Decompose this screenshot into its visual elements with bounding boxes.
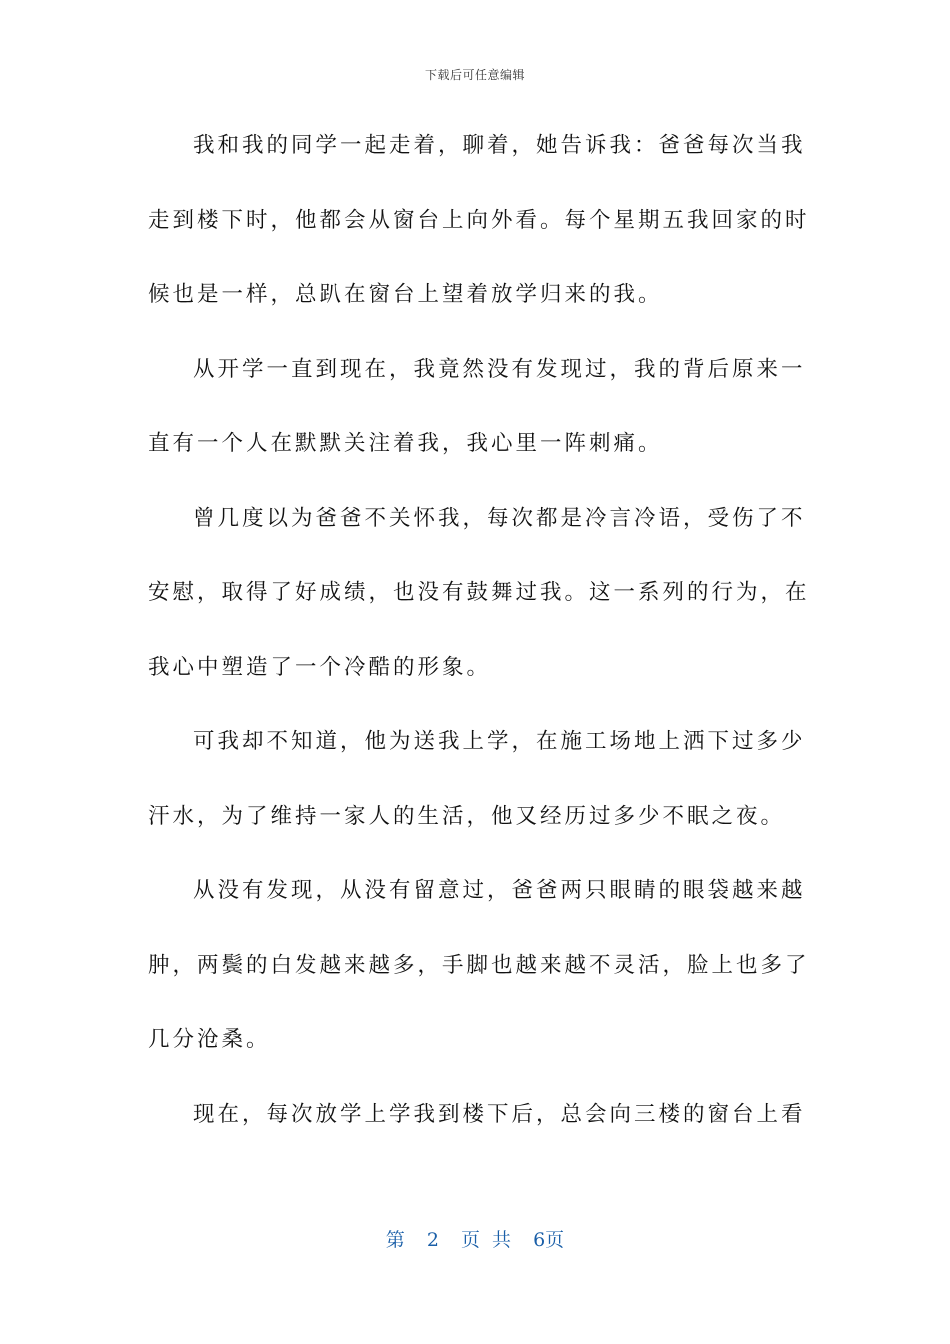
text-line-5: 直有一个人在默默关注着我，我心里一阵刺痛。: [148, 431, 663, 456]
footer-page-number: 2: [426, 1229, 439, 1251]
page-header: 下载后可任意编辑: [424, 68, 525, 82]
text-line-3: 候也是一样，总趴在窗台上望着放学归来的我。: [148, 282, 663, 307]
footer-total: 6页: [533, 1229, 565, 1251]
footer-prefix: 第: [385, 1229, 405, 1251]
text-line-14: 现在，每次放学上学我到楼下后，总会向三楼的窗台上看: [193, 1101, 806, 1127]
text-line-4: 从开学一直到现在，我竟然没有发现过，我的背后原来一: [193, 356, 806, 382]
page-footer: [0, 1225, 950, 1252]
text-line-7: 安慰，取得了好成绩，也没有鼓舞过我。这一系列的行为，在: [148, 580, 810, 605]
text-line-10: 汗水，为了维持一家人的生活，他又经历过多少不眠之夜。: [148, 803, 786, 829]
text-line-2: 走到楼下时，他都会从窗台上向外看。每个星期五我回家的时: [148, 207, 810, 233]
document-body: [148, 118, 810, 1161]
text-line-9: 可我却不知道，他为送我上学，在施工场地上洒下过多少: [193, 729, 806, 754]
text-line-11: 从没有发现，从没有留意过，爸爸两只眼睛的眼袋越来越: [193, 878, 806, 903]
text-line-6: 曾几度以为爸爸不关怀我，每次都是冷言冷语，受伤了不: [193, 505, 806, 531]
text-line-1: 我和我的同学一起走着，聊着，她告诉我：爸爸每次当我: [193, 133, 806, 158]
text-line-12: 肿，两鬓的白发越来越多，手脚也越来越不灵活，脸上也多了: [148, 952, 810, 978]
text-line-8: 我心中塑造了一个冷酷的形象。: [148, 654, 492, 680]
text-line-13: 几分沧桑。: [148, 1027, 271, 1052]
footer-middle: 页 共: [461, 1229, 512, 1251]
